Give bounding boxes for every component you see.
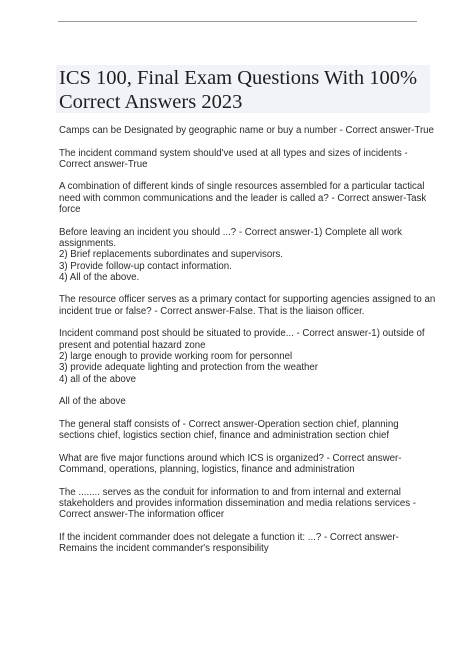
text-line: The general staff consists of - Correct answer-Operation section chief, planning: [59, 418, 399, 430]
text-line: Camps can be Designated by geographic name or buy a number - Correct answer-True: [59, 125, 434, 136]
title-line: ICS 100, Final Exam Questions With 100%: [59, 67, 418, 89]
text-line: present and potential hazard zone: [59, 339, 206, 351]
text-line: Correct answer-True: [59, 158, 148, 170]
text-line: 4) All of the above.: [59, 271, 140, 283]
text-line: A combination of different kinds of single resources assembled for a particular tactical: [59, 181, 425, 193]
text-line: 3) provide adequate lighting and protection from the weather: [59, 362, 319, 374]
text-line: 3) Provide follow-up contact information.: [59, 260, 232, 272]
qa-paragraph: [59, 487, 429, 521]
qa-paragraph: [59, 396, 429, 407]
text-line: The incident command system should've used at all types and sizes of incidents -: [59, 147, 408, 159]
document-title: [59, 66, 429, 114]
document-body: [59, 125, 436, 566]
text-line: What are five major functions around which ICS is organized? - Correct answer-: [59, 452, 402, 464]
text-line: need with common communications and the leader is called a? - Correct answer-Task: [59, 192, 427, 204]
title-line: Correct Answers 2023: [59, 91, 243, 113]
qa-paragraph: [59, 328, 429, 384]
qa-paragraph: [59, 148, 429, 171]
qa-paragraph: [59, 453, 429, 476]
text-line: 4) all of the above: [59, 373, 137, 385]
text-line: The ........ serves as the conduit for information to and from internal and external: [59, 486, 401, 498]
text-line: The resource officer serves as a primary contact for supporting agencies assigned to an: [59, 294, 436, 306]
text-line: sections chief, logistics section chief, finance and administration section chief: [59, 430, 390, 442]
text-line: 2) large enough to provide working room for personnel: [59, 350, 293, 362]
text-line: 2) Brief replacements subordinates and supervisors.: [59, 249, 283, 261]
qa-paragraph: [59, 181, 429, 215]
text-line: Command, operations, planning, logistics, finance and administration: [59, 463, 355, 475]
text-line: force: [59, 204, 81, 216]
qa-paragraph: [59, 294, 436, 317]
text-line: All of the above: [59, 396, 126, 408]
qa-paragraph: [59, 227, 429, 283]
qa-paragraph: [59, 419, 429, 442]
text-line: incident true or false? - Correct answer-False. That is the liaison officer.: [59, 305, 365, 317]
text-line: Remains the incident commander's responsibility: [59, 542, 269, 554]
text-line: Correct answer-The information officer: [59, 509, 225, 521]
qa-paragraph: [59, 532, 429, 555]
text-line: stakeholders and provides information dissemination and media relations services -: [59, 497, 417, 509]
text-line: If the incident commander does not delegate a function it: ...? - Correct answer-: [59, 531, 399, 543]
text-line: Incident command post should be situated to provide... - Correct answer-1) outside of: [59, 328, 425, 340]
text-line: Before leaving an incident you should ...? - Correct answer-1) Complete all work: [59, 226, 402, 238]
header-rule: [58, 21, 417, 22]
text-line: assignments.: [59, 237, 117, 249]
qa-paragraph: [59, 125, 434, 136]
